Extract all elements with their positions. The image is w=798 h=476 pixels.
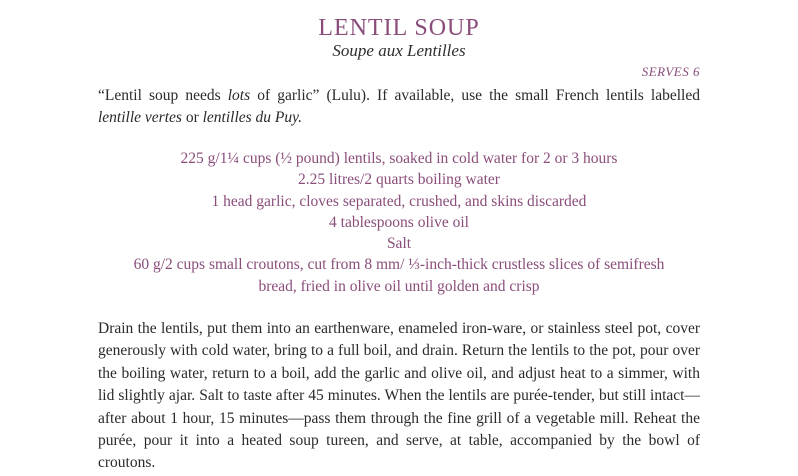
- ingredient-line: 60 g/2 cups small croutons, cut from 8 mm/ ⅓-inch-thick crustless slices of semifresh: [133, 256, 665, 274]
- serves-label: SERVES 6: [641, 64, 700, 79]
- recipe-method: Drain the lentils, put them into an earthenware, enameled iron-ware, or stainless steel pot, cover generously with cold water, bring to a full boil, and drain. Return the lentils to the pot, pour over the boiling water, return to a boil, add the garlic and olive oil, and adjust heat to a simmer, with lid slightly ajar. Salt to taste after 45 minutes. When the lentils are purée-tender, but still intact—after about 1 hour, 15 minutes—pass them through the fine grill of a vegetable mill. Reheat the purée, pour it into a heated soup tureen, and serve, at table, accompanied by the bowl of croutons.: [98, 320, 700, 472]
- ingredient-line: 2.25 litres/2 quarts boiling water: [298, 171, 500, 189]
- intro-emphasis-lots: lots: [227, 87, 251, 104]
- intro-term-lentilles-du-puy: lentilles du Puy.: [202, 108, 303, 126]
- ingredient-line: Salt: [386, 235, 412, 253]
- ingredient-line: 225 g/1¼ cups (½ pound) lentils, soaked in cold water for 2 or 3 hours: [180, 150, 618, 167]
- ingredient-line: bread, fried in olive oil until golden and crisp: [258, 277, 540, 295]
- intro-text-or: or: [181, 108, 203, 126]
- recipe-intro: [98, 85, 700, 128]
- intro-term-lentille-vertes: lentille vertes: [98, 108, 182, 126]
- ingredient-line: 4 tablespoons olive oil: [329, 213, 469, 231]
- recipe-title: LENTIL SOUP: [318, 15, 480, 41]
- ingredient-list: [98, 148, 700, 297]
- intro-text-1: “Lentil soup needs: [98, 87, 228, 104]
- ingredient-line: 1 head garlic, cloves separated, crushed, and skins discarded: [211, 192, 587, 210]
- intro-text-2: of garlic” (Lulu). If available, use the small French lentils labelled: [250, 87, 700, 104]
- recipe-subtitle: Soupe aux Lentilles: [332, 41, 466, 60]
